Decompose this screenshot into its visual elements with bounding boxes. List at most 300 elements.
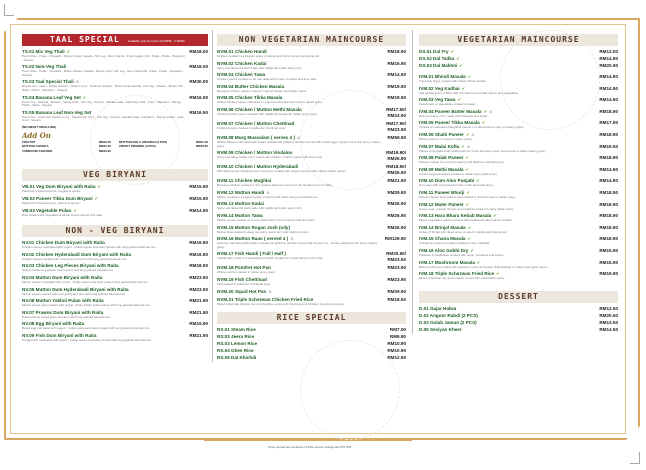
menu-item-name: IVM.10 Dum Aloo Punjabi ✔ [419,178,480,184]
menu-item-description: Chicken/mutton pieces cooked with traditional fenugreek Indian spicy gravy [217,111,317,116]
menu-item-description: Chicken pieces cooked on an iron tawa with a host of spices and lime juice [217,77,317,82]
menu-item-description: Fried lady finger cooked with Indian bhindi masala [419,79,486,83]
addon-price: RM13.00 [98,148,111,153]
menu-item-price: RM18.00 [189,49,208,54]
menu-item-description: Grilled chicken leg pieces mixed gravy and long grained basmati rice [22,268,114,273]
menu-item-price: RM13.50 [599,319,618,325]
menu-item-name: NVM.18 Pomfret Hot Pan [217,265,271,271]
menu-item-description: Cubes of brinjal with diced onion cooked in traditional Indian gravy [419,229,507,234]
menu-item-name: RS.06 Dal Khichdi [217,355,257,361]
menu-item-name: IVM.14 Brinjal Masala ✔ [419,224,472,230]
menu-item-description: Mutton pieces marinated with yogurt , Indian spices and slow cooked long grained basmati rice [22,280,148,284]
menu-item-info [217,277,387,287]
menu-item-description: Biryani rice , Naan , Butter chicken , Mutton curry , Tandoori chicken , Mutton kola urandai , Mix Veg , Rasam , Butter milk , Raita , Pickle , Papadom , Sweets [22,84,185,92]
veg-leaf-icon: ✔ [493,213,497,219]
menu-item-price: RM18.50 [599,189,618,195]
menu-item-price: RM18.00 [189,64,208,70]
menu-item-name: NV.09 Fish Dum Biryani with Raita [22,332,97,338]
menu-item-name: NV.02 Chicken Hyderabadi Dum Biryani with Raita [22,251,132,257]
menu-item [22,333,208,343]
menu-item-name: NVM.13 Mutton Kadai [217,201,264,207]
menu-item [419,155,618,165]
menu-item-description: Whole pomfret cooked in Indian spicy gravy [217,270,276,275]
menu-item-description: Mutton pieces cooked on an iron tawa with a host of spices and lime juice [217,217,315,222]
menu-item-info [217,251,386,261]
section-header-rice-special: RICE SPECIAL [217,312,406,324]
menu-item-name: D.01 Gajar Halwa [419,305,457,311]
menu-item [419,120,618,130]
menu-item-description: Button mushroom along with capsicum onion and green chilli sautéed in Indian style garlic sauce [419,264,548,269]
veg-leaf-icon: ✔ [94,196,98,202]
menu-item [217,201,406,211]
menu-item-info [22,196,189,206]
dessert-list [419,306,618,333]
menu-item-name: IVM.16 Aloo Gobhi Dry ✔ [419,247,474,253]
menu-item-name: DS.03 Dal Makhni ✔ [419,63,463,68]
menu-item-name: NVM.02 Chicken Kadai [217,60,267,66]
menu-item-name: D.02 Angoor Rabdi (2 PCS) [419,312,478,318]
menu-item-name: NVM.09 Chicken / Mutton Vindaloo [217,150,293,156]
menu-item-description: Chicken pieces marinated with yogurt , Indian spices and slow cooked with long grained basmati rice [22,245,156,250]
menu-item-price: RM14.90 [387,72,406,78]
veg-leaf-icon: ✔ [496,271,500,277]
menu-item-price: RM21.90 [189,298,208,304]
menu-item-name: DS.02 Dal Tadka ✔ [419,56,460,61]
menu-item [22,208,208,218]
menu-item-name: IVM.11 Paneer Bhurji ✔ [419,189,470,195]
menu-item [419,178,618,188]
menu-item-info [22,298,189,308]
menu-item-description: Rich & creamy curry made with cashews and butter [419,113,488,118]
menu-item [22,184,208,194]
veg-leaf-icon: ✔ [481,120,486,126]
veg-leaf-icon: ✔ [465,155,469,161]
chef-special-icon: ♨ [466,143,471,149]
menu-item-price: RM16.50 [189,94,208,100]
menu-item-name: IVM.18 Triple Schezwan Fried Rice ✔ [419,271,500,277]
menu-item-price: RM23.90 [189,286,208,292]
menu-item-name: NVM.21 Triple Schezwan Chicken Fried Rice [217,296,314,302]
menu-item-price: RM14.90 [599,178,618,184]
menu-item-name: IVM.07 Malai Kofta ✔ ♨ [419,143,471,149]
menu-item-info [217,334,390,340]
veg-leaf-icon: ✔ [459,63,463,68]
menu-item [419,327,618,333]
menu-item-name: NV.08 Egg Biryani with Raita [22,321,85,327]
menu-item-name: NV.01 Chicken Dum Biryani with Raita [22,240,105,246]
menu-item-description: Mixed schezwan rice and noodles comes with manchurian gravy [419,276,505,281]
menu-item-name: NVM.10 Chicken / Mutton Hyderabadi [217,164,299,170]
menu-item-price: RM18.90 [599,224,618,230]
menu-item-price: RM16.90 [387,60,406,66]
menu-item-price: RM59.90 [387,134,406,140]
menu-item-info [22,208,189,218]
menu-item [419,260,618,270]
addon-name: MUTTON CHUKKA [22,144,49,149]
menu-item-price: RM14.90 [599,74,618,79]
menu-item-price: RM10.90 [387,348,406,354]
menu-item-description: Mixed schezwan chicken rice and noodles comes with fried egg and Chicken manchurian gravy [217,301,344,306]
menu-item [217,297,406,307]
menu-item [217,289,406,295]
menu-item-description: Pillowy paneer in a sweet creamy gravy [419,136,472,141]
menu-item-name: NV.04 Mutton Dum Biryani with Raita [22,275,103,280]
menu-item-info [419,190,599,200]
menu-item-name: TS.03 Taal Special Thali ♨ [22,79,80,85]
menu-item [217,121,406,133]
menu-item-price: RM18.90 [599,155,618,161]
menu-item-price: RM14.50 [599,326,618,332]
no-refill-note: (NO MEATY REFILLING) [22,124,57,129]
section-title: TAAL SPECIAL [50,35,120,44]
menu-item-name: IVM.09 Methi Masala ✔ [419,166,469,172]
menu-item [419,248,618,258]
menu-item-name: TS.04 Banana Leaf Veg Set ✔ [22,94,87,100]
menu-item-name: NVM.01 Chicken Handi [217,49,267,54]
menu-item-price: RM18.90 [599,201,618,207]
menu-item [22,196,208,206]
menu-item [419,225,618,235]
addon-price: RM10.00 [98,139,111,144]
menu-item [419,190,618,200]
menu-item-price: RM16.50 [189,109,208,115]
menu-item-description: Spicy and tangy Indian curry mixed with chicken / mutton pieces with Goan sop [217,155,323,160]
menu-item [22,110,208,123]
menu-item-price: RM15.90 [189,321,208,327]
menu-item [22,79,208,92]
menu-item-info [419,144,599,154]
menu-item [217,135,406,148]
menu-item-info [419,109,599,119]
menu-item-name: IVM.08 Palak Paneer ✔ [419,155,469,161]
section-header-dessert: DESSERT [419,291,618,303]
menu-item [22,252,208,262]
menu-item [419,86,618,96]
menu-item-name: IVM.04 Paneer Butter Masala ✔ ♨ [419,108,493,114]
menu-item [22,321,208,331]
menu-item [419,109,618,119]
section-header-non-veg-main: NON VEGETARIAN MAINCOURSE [217,34,406,46]
section-header-veg-main: VEGETARIAN MAINCOURSE [419,34,618,46]
menu-item-price: RM29.90 [387,189,406,195]
menu-item [22,49,208,62]
addon-price: RM13.50 [195,144,208,149]
menu-item-price: RM19.90 [387,83,406,89]
menu-item [217,190,406,200]
menu-item-description: Potatoes & Cauliflower cooked with onion ,tomatoes and spices [419,252,504,257]
chef-special-icon: ♨ [268,288,272,294]
addon-price: RM11.50 [195,139,208,144]
veg-leaf-icon: ✔ [467,236,471,242]
menu-item-name: NV.06 Mutton Yakhni Pulao with Raita [22,298,104,304]
veg-leaf-icon: ✔ [450,49,454,54]
menu-item-description: Paneer cooked in a smooth creamy and delicious spinach gravy [419,160,504,165]
veg-leaf-icon: ✔ [457,97,461,103]
menu-item [217,84,406,94]
footer-note: Price quoted are exclusive of 10% service charge and 6% SST [268,445,352,449]
menu-item-description: Grilled chicken pieces marinated in yogurt and tomato and creamy based gravy [217,100,323,105]
menu-item-price: RM18.90 [599,213,618,219]
menu-item-info [217,121,386,131]
menu-item-name: NVM.08 Murg Mussalam ( serves 4 ) ♨ [217,134,301,140]
menu-item-name: NVM.04 Butter Chicken Masala [217,83,285,89]
addon-name: MUTTON KOLA URANDAI (2 PCS) [119,139,168,144]
menu-item-info [419,202,599,212]
menu-item-name: NVM.15 Mutton Rogan Josh (oily) [217,224,290,230]
menu-item-info [419,313,599,319]
menu-item-info [419,132,599,142]
menu-item-info [217,150,386,160]
menu-item-price: RM26.90 [387,201,406,207]
veg-leaf-icon: ✔ [82,94,87,100]
veg-leaf-icon: ✔ [461,85,465,91]
menu-item-name: NVM.12 Mutton Handi ♨ [217,189,270,195]
veg-leaf-icon: ✔ [465,166,469,172]
menu-item-info [217,327,390,333]
menu-item-price: RM12.50 [599,305,618,311]
menu-item-name: IVM.02 Veg Kadhai ✔ [419,85,465,91]
menu-item-info [217,236,385,249]
menu-item [419,202,618,212]
menu-item-info [217,178,387,188]
menu-item-description: Prawn pieces mixed gravy and dum with long grained basmati rice [22,314,111,319]
menu-item-info [419,120,599,130]
menu-item-info [217,164,386,174]
veg-leaf-icon: ✔ [73,207,77,213]
menu-item-info [419,225,599,235]
menu-item-price: RM15.90 [599,259,618,265]
menu-item-description: Boneless chicken pieces cooked in spiced tomato and butter sauce [217,88,307,93]
section-header-thaal-special [22,34,208,46]
menu-item-price: RM15.90 [189,196,208,202]
veg-leaf-icon: ✔ [461,143,465,149]
menu-item-name: NVM.03 Chicken Tawa [217,72,266,78]
menu-item-name: D.05 Seviyan Kheer [419,326,462,332]
menu-item-price: RM29.90 [387,288,406,294]
corner-mark [4,4,14,16]
menu-item-description: Boiled egg marinated with yogurt , Indian spices and slow cooked with long grained basmati rice [22,326,150,331]
menu-item-name: NVM.16 Mutton Raan ( served 4 ) ♨ [217,236,294,242]
menu-item-info [419,178,599,188]
menu-item [217,251,406,263]
menu-item-price: RM21.90 [189,332,208,338]
menu-item-info [22,333,189,343]
addon-price: RM15.00 [98,144,111,149]
menu-item-name: NVM.17 Fish Handi ( Full / Half ) [217,251,286,257]
section-note: Available only for lunch 12.00PM - 2.30PM [127,39,185,43]
menu-item-name: NVM.11 Chicken Mughlai [217,178,272,184]
footer-divider [204,440,412,441]
thaal-special-list [22,49,208,123]
menu-item-info [419,63,599,69]
addon-name: FISH FRY [22,139,36,144]
menu-item [217,178,406,188]
veg-leaf-icon: ✔ [465,201,470,207]
menu-item-description: Mutton slow cooked in deep red spicy meat curry with Kashmiri onion [217,229,309,234]
section-header-veg-biryani: VEG BIRYANI [22,169,208,181]
menu-item-price: RM17.90 [599,120,618,126]
menu-item-price: RM18.90 [599,131,618,137]
menu-item-info [217,213,387,223]
menu-item-price: RM14.90 [599,56,618,61]
menu-item-description: Green peas, cottage cheese and potatoes cooked in spicy Indian gravy [419,206,514,211]
menu-item-info [217,107,386,117]
menu-item-info [217,265,387,275]
menu-item-description: Goat leg marinated with Indian masala and grilled in tandoor served with biryani rice , House salad and rich spicy creamy gravy [217,241,378,249]
menu-item-name: TS.05 Banana Leaf Non-Veg Set [22,109,92,115]
veg-leaf-icon: ✔ [465,131,470,137]
menu-item [419,97,618,107]
menu-item-name: IVM.13 Hara Bhara Kebab Masala ✔ [419,213,497,219]
menu-item-price: RM7.00 [389,327,406,333]
menu-item-info [217,190,387,200]
menu-item-info [22,263,189,273]
menu-item-info [419,320,599,326]
menu-item [22,275,208,285]
chef-special-icon: ♨ [290,236,294,242]
menu-item [217,164,406,176]
menu-item-name: VB.03 Vegetable Pulao ✔ [22,207,77,213]
menu-item-price: RM18.90 [599,236,618,242]
veg-leaf-icon: ✔ [466,189,470,195]
menu-item-price: RM14.90 [599,85,618,91]
menu-item-price: RM18.90 [599,108,618,114]
menu-item-name: D.03 Gulab Jamun (2 PCS) [419,319,477,325]
menu-item-name: RS.04 Ghee Rice [217,348,254,354]
menu-item-name: IVM.03 Veg Tawa ✔ [419,97,461,103]
menu-item [217,341,406,347]
menu-item-price: RM10.90 [387,341,406,347]
veg-leaf-icon: ✔ [467,74,472,79]
menu-item-name: IVM.17 Mushroom Masala ✔ [419,259,481,265]
menu-item [217,327,406,333]
menu-item-info [22,184,189,194]
menu-item [419,236,618,246]
menu-item [419,132,618,142]
menu-item [217,236,406,249]
menu-item [419,56,618,62]
menu-item-name: RS.02 Jeera Rice [217,334,255,340]
menu-item-info [419,306,599,312]
menu-item-price: RM12.00 [599,49,618,54]
menu-item-info [22,79,189,92]
menu-item-name: IVM.06 Shahi Paneer ✔ ♨ [419,131,475,137]
menu-item-description: Pomri rice , Sambar , Rasam , Sweet fruits , Mix Veg , Poriyal , Masala vada , salted dry chilli , Curd , Papadom , Mango Pickle , Raita , Sweets [22,99,182,108]
menu-item-info [419,86,599,96]
menu-item-info [419,260,599,270]
menu-item [217,49,406,59]
menu-item-info [22,310,189,320]
menu-item [419,313,618,319]
addon-item [119,144,208,149]
menu-item-description: Pakid full of flavoured rice, veggies & spices [22,189,81,194]
veg-leaf-icon: ✔ [467,224,472,230]
veg-leaf-icon: ✔ [476,259,481,265]
menu-item-description: Traditionally made in a terracotta pot which imparts its unique flavour to the dish [217,256,323,261]
menu-item-description: Dum aloo with curd based tomato methi flavoured gravy [419,183,494,188]
menu-item [217,213,406,223]
veg-leaf-icon: ✔ [483,108,487,114]
menu-item-description: Fish cooked in authentic Chettinad style [217,281,271,286]
menu-item-info [217,49,387,59]
menu-item-description: Mutton pieces slow cooked with yogurt, whole Indian spices along with long grained basmati rice [22,303,150,308]
menu-item-info [22,110,189,123]
menu-item-price: RM16.90 [189,251,208,257]
menu-item [217,355,406,361]
menu-item [217,334,406,340]
menu-item [419,63,618,69]
addon-name: TANDOORI CHICKEN [22,148,53,153]
menu-item [419,213,618,223]
chef-special-icon: ♨ [266,189,270,195]
menu-item-price: RM26.90 [387,224,406,230]
chef-special-icon: ♨ [471,131,475,137]
menu-item-description: Veg kadhai gravy is filled with rich flavours aromatic spices and vegetables [419,90,519,95]
menu-item [22,263,208,273]
menu-item-description: Chunks of marinated chargrilled paneer in a flavoursome spicy & creamy gravy [419,125,524,130]
menu-column-2 [212,30,406,362]
menu-item [22,287,208,297]
menu-item-description: Tenggiri fish marinated with yogurt , Indian spices and slow cooked with long grained basmati rice [22,337,152,342]
menu-item-description: Fresh fenugreek leaves cooked in Indian spicy garlic gravy [419,171,497,176]
menu-item-price: RM14.90 [599,166,618,172]
veg-biryani-list [22,184,208,217]
menu-item-name: IVM.15 Chana Masala ✔ [419,236,471,242]
menu-item-info [217,95,387,105]
menu-item-description: Chicken/mutton cooked in authentic Chettinad style [217,125,286,130]
menu-item-price: RM23.90 [387,276,406,282]
menu-item-price: RM21.90 [189,309,208,315]
menu-item-name: NVM.20 Squid Hot Pan ♨ [217,288,272,294]
addon-name: CRISPY PRAWNS (4 PCS) [119,144,156,149]
menu-item-description: Spicy and flavourful dish made with traditional Indian spicy curry [217,206,303,211]
menu-item-price: RM17.90/ RM23.90 [386,120,406,132]
menu-item-name: NV.03 Chicken Leg Pieces Biryani with Raita [22,263,119,269]
menu-item-info [419,248,599,258]
menu-item-name: IVM.12 Mater Paneer ✔ [419,201,470,207]
menu-item-name: NVM.07 Chicken / Mutton Chettinad [217,120,295,126]
menu-item-info [419,327,599,333]
menu-column-3 [412,30,618,334]
veg-leaf-icon: ✔ [456,56,460,61]
menu-item-info [22,321,189,331]
menu-item-info [217,61,387,71]
menu-item-price: RM30.00 [189,79,208,85]
menu-item [217,277,406,287]
menu-item-info [22,252,189,262]
menu-item-description: Mixed vegetables patties cooked with traditional Indian spices masala [419,218,512,223]
menu-item-price: RM18.90 [189,263,208,269]
menu-item [217,150,406,162]
menu-item [419,49,618,55]
menu-item-price: RM18.90 [387,95,406,101]
menu-item-price: RM12.90 [387,355,406,361]
menu-item-name: DS.01 Dal Fry ✔ [419,49,454,54]
menu-item-info [419,74,599,84]
non-veg-main-list [217,49,406,306]
menu-item-info [217,84,387,94]
menu-item-price: RM19.90/ RM26.90 [386,150,406,162]
menu-item-price: RM20.90/ RM23.50 [386,251,406,263]
menu-item-info [419,213,599,223]
menu-item-name: TS.01 Mix Veg Thali ✔ [22,49,70,54]
menu-item-price: RM17.50/ RM24.90 [386,106,406,118]
menu-item-price: RM18.90 [387,49,406,54]
menu-item-description: Assortment of vegetables cooked on tawa [419,102,475,107]
menu-item [22,240,208,250]
menu-item-description: Chickpeas cooked in Indian traditional curry / Masala [419,241,490,246]
menu-item-info [22,287,189,297]
